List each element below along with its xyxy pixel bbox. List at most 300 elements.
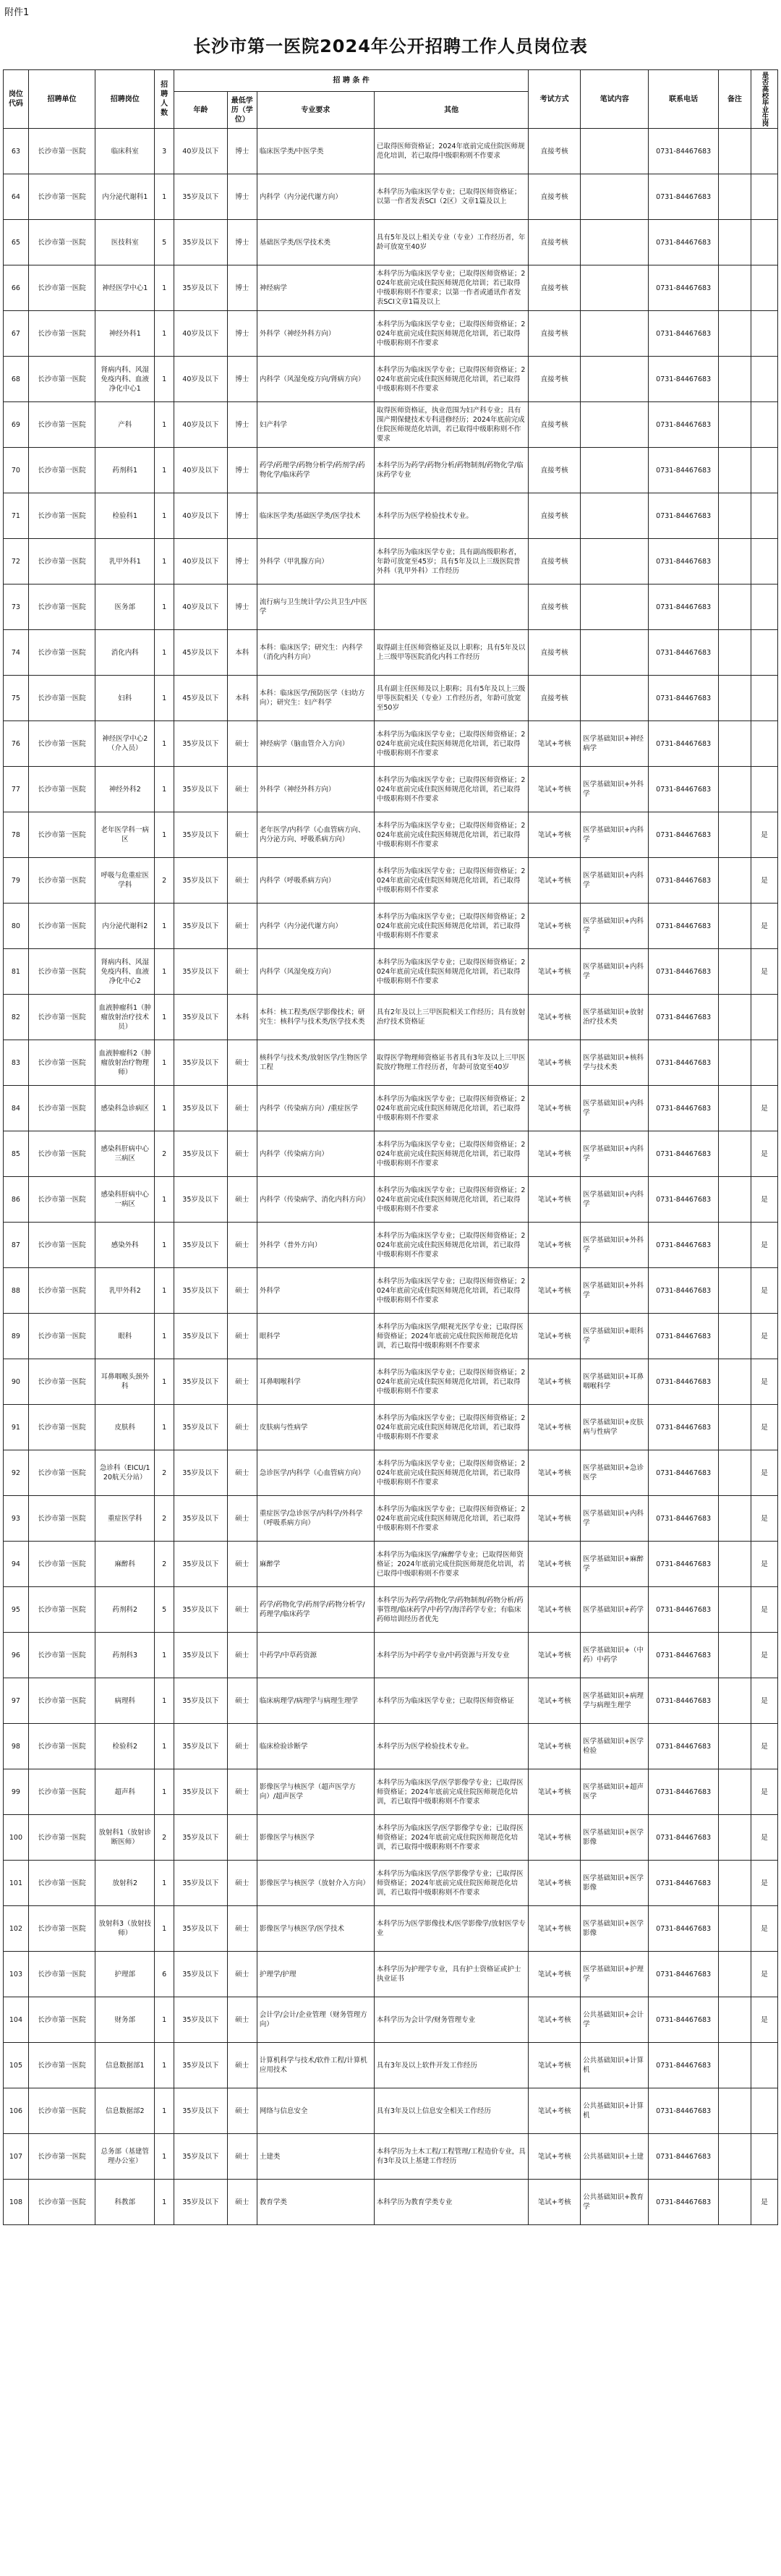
cell-exam: 笔试+考核: [529, 721, 581, 767]
cell-major: 影像医学与核医学: [257, 1815, 374, 1861]
cell-exam: 笔试+考核: [529, 1815, 581, 1861]
cell-remark: [718, 1359, 751, 1405]
cell-age: 35岁及以下: [174, 1086, 227, 1131]
cell-unit: 长沙市第一医院: [28, 402, 95, 448]
cell-phone: 0731-84467683: [649, 1086, 718, 1131]
cell-written: 医学基础知识+医学检验: [581, 1724, 649, 1769]
cell-exam: 笔试+考核: [529, 1724, 581, 1769]
cell-grad: [751, 493, 778, 539]
cell-unit: 长沙市第一医院: [28, 220, 95, 265]
cell-age: 35岁及以下: [174, 2180, 227, 2225]
cell-phone: 0731-84467683: [649, 1223, 718, 1268]
col-major: 专业要求: [257, 92, 374, 129]
cell-major: 影像医学与核医学/医学技术: [257, 1906, 374, 1952]
col-written: 笔试内容: [581, 70, 649, 129]
cell-remark: [718, 448, 751, 493]
cell-age: 45岁及以下: [174, 630, 227, 676]
cell-major: 基础医学类/医学技术类: [257, 220, 374, 265]
cell-count: 2: [155, 1542, 174, 1587]
cell-post: 妇科: [95, 676, 155, 721]
table-row: [4, 1587, 778, 1633]
cell-code: 99: [4, 1769, 29, 1815]
cell-written: [581, 630, 649, 676]
cell-phone: 0731-84467683: [649, 357, 718, 402]
cell-major: 护理学/护理: [257, 1952, 374, 1997]
cell-major: 内科学（呼吸系病方向）: [257, 858, 374, 904]
cell-unit: 长沙市第一医院: [28, 767, 95, 812]
cell-phone: 0731-84467683: [649, 311, 718, 357]
cell-code: 72: [4, 539, 29, 585]
table-row: [4, 1542, 778, 1587]
cell-degree: 博士: [227, 539, 257, 585]
cell-count: 1: [155, 630, 174, 676]
cell-grad: [751, 402, 778, 448]
cell-post: 感染外科: [95, 1223, 155, 1268]
cell-code: 98: [4, 1724, 29, 1769]
cell-code: 81: [4, 949, 29, 995]
cell-exam: 笔试+考核: [529, 1997, 581, 2043]
cell-phone: 0731-84467683: [649, 1177, 718, 1223]
cell-major: 网络与信息安全: [257, 2088, 374, 2134]
cell-age: 40岁及以下: [174, 539, 227, 585]
cell-major: 内科学（传染病方向）/重症医学: [257, 1086, 374, 1131]
cell-major: 会计学/会计/企业管理（财务管理方向）: [257, 1997, 374, 2043]
cell-degree: 硕士: [227, 1769, 257, 1815]
cell-exam: 笔试+考核: [529, 1177, 581, 1223]
cell-exam: 笔试+考核: [529, 2180, 581, 2225]
cell-remark: [718, 1587, 751, 1633]
cell-major: 影像医学与核医学（超声医学方向）/超声医学: [257, 1769, 374, 1815]
cell-major: 外科学（甲乳腺方向）: [257, 539, 374, 585]
cell-grad: 是: [751, 1952, 778, 1997]
cell-grad: [751, 311, 778, 357]
cell-phone: 0731-84467683: [649, 1496, 718, 1542]
cell-phone: 0731-84467683: [649, 2180, 718, 2225]
cell-remark: [718, 1542, 751, 1587]
cell-remark: [718, 630, 751, 676]
cell-phone: 0731-84467683: [649, 2043, 718, 2088]
cell-written: 医学基础知识+内科学: [581, 1177, 649, 1223]
cell-phone: 0731-84467683: [649, 129, 718, 174]
table-row: [4, 812, 778, 858]
cell-remark: [718, 2043, 751, 2088]
cell-written: 医学基础知识+医学影像: [581, 1906, 649, 1952]
cell-unit: 长沙市第一医院: [28, 1815, 95, 1861]
cell-count: 1: [155, 402, 174, 448]
cell-written: 医学基础知识+超声医学: [581, 1769, 649, 1815]
cell-post: 总务部（基建管理办公室）: [95, 2134, 155, 2180]
cell-phone: 0731-84467683: [649, 2088, 718, 2134]
table-row: [4, 265, 778, 311]
cell-phone: 0731-84467683: [649, 1587, 718, 1633]
cell-age: 35岁及以下: [174, 2043, 227, 2088]
cell-degree: 硕士: [227, 1496, 257, 1542]
table-body: [4, 129, 778, 2225]
cell-other: 本科学历为临床医学/眼视光医学专业；已取得医师资格证；2024年底前完成住院医师规范化培训，若已取得中级职称则不作要求: [374, 1314, 528, 1359]
cell-degree: 硕士: [227, 1724, 257, 1769]
cell-count: 1: [155, 1405, 174, 1450]
cell-post: 眼科: [95, 1314, 155, 1359]
cell-post: 耳鼻咽喉头颈外科: [95, 1359, 155, 1405]
cell-written: 医学基础知识+外科学: [581, 1223, 649, 1268]
cell-age: 35岁及以下: [174, 1177, 227, 1223]
cell-age: 35岁及以下: [174, 1769, 227, 1815]
cell-phone: 0731-84467683: [649, 1861, 718, 1906]
cell-other: 已取得医师资格证；2024年底前完成住院医师规范化培训，若已取得中级职称则不作要求: [374, 129, 528, 174]
cell-post: 急诊科（EICU/120航天分站）: [95, 1450, 155, 1496]
cell-remark: [718, 721, 751, 767]
cell-phone: 0731-84467683: [649, 220, 718, 265]
cell-remark: [718, 1223, 751, 1268]
cell-major: 外科学（普外方向）: [257, 1223, 374, 1268]
table-row: [4, 1359, 778, 1405]
cell-written: 医学基础知识+医学影像: [581, 1815, 649, 1861]
cell-post: 药剂科1: [95, 448, 155, 493]
cell-post: 临床科室: [95, 129, 155, 174]
cell-written: 医学基础知识+耳鼻咽喉科学: [581, 1359, 649, 1405]
cell-other: 本科学历为临床医学专业；已取得医师资格证；2024年底前完成住院医师规范化培训，若已取得中级职称则不作要求: [374, 767, 528, 812]
cell-age: 35岁及以下: [174, 1952, 227, 1997]
cell-code: 104: [4, 1997, 29, 2043]
cell-major: 麻醉学: [257, 1542, 374, 1587]
cell-other: 取得医学物理师资格证书者具有3年及以上三甲医院放疗物理工作经历者，年龄可放宽至40岁: [374, 1040, 528, 1086]
cell-remark: [718, 311, 751, 357]
col-code: 岗位代码: [4, 70, 29, 129]
cell-written: 医学基础知识+皮肤病与性病学: [581, 1405, 649, 1450]
cell-written: 医学基础知识+外科学: [581, 767, 649, 812]
cell-age: 35岁及以下: [174, 1268, 227, 1314]
cell-exam: 笔试+考核: [529, 1086, 581, 1131]
cell-written: 医学基础知识+内科学: [581, 949, 649, 995]
cell-phone: 0731-84467683: [649, 1906, 718, 1952]
cell-exam: 直接考核: [529, 311, 581, 357]
cell-age: 35岁及以下: [174, 1314, 227, 1359]
cell-post: 产科: [95, 402, 155, 448]
table-row: [4, 1405, 778, 1450]
col-grad: 是否高校毕业生岗: [751, 70, 778, 129]
cell-count: 1: [155, 174, 174, 220]
cell-remark: [718, 174, 751, 220]
cell-age: 35岁及以下: [174, 949, 227, 995]
cell-unit: 长沙市第一医院: [28, 630, 95, 676]
cell-written: 医学基础知识+眼科学: [581, 1314, 649, 1359]
cell-major: 中药学/中草药资源: [257, 1633, 374, 1678]
cell-age: 35岁及以下: [174, 1359, 227, 1405]
cell-code: 74: [4, 630, 29, 676]
cell-grad: [751, 630, 778, 676]
cell-count: 1: [155, 1997, 174, 2043]
cell-unit: 长沙市第一医院: [28, 995, 95, 1040]
cell-degree: 硕士: [227, 1633, 257, 1678]
cell-grad: [751, 767, 778, 812]
cell-degree: 硕士: [227, 1678, 257, 1724]
cell-post: 检验科1: [95, 493, 155, 539]
cell-age: 35岁及以下: [174, 904, 227, 949]
cell-grad: 是: [751, 1678, 778, 1724]
cell-major: 临床医学类/中医学类: [257, 129, 374, 174]
cell-count: 1: [155, 1314, 174, 1359]
table-row: [4, 858, 778, 904]
cell-remark: [718, 585, 751, 630]
cell-code: 77: [4, 767, 29, 812]
cell-age: 40岁及以下: [174, 129, 227, 174]
cell-major: 妇产科学: [257, 402, 374, 448]
cell-count: 1: [155, 1086, 174, 1131]
cell-major: 皮肤病与性病学: [257, 1405, 374, 1450]
cell-unit: 长沙市第一医院: [28, 2134, 95, 2180]
cell-code: 95: [4, 1587, 29, 1633]
cell-grad: [751, 2134, 778, 2180]
cell-post: 肾病内科、风湿免疫内科、血液净化中心2: [95, 949, 155, 995]
cell-major: 外科学（神经外科方向）: [257, 311, 374, 357]
cell-post: 护理部: [95, 1952, 155, 1997]
cell-grad: 是: [751, 1997, 778, 2043]
cell-age: 35岁及以下: [174, 2134, 227, 2180]
cell-count: 1: [155, 1906, 174, 1952]
cell-count: 1: [155, 1268, 174, 1314]
cell-post: 呼吸与危重症医学科: [95, 858, 155, 904]
cell-grad: 是: [751, 1131, 778, 1177]
cell-other: 本科学历为临床医学专业；已取得医师资格证；2024年底前完成住院医师规范化培训，若已取得中级职称则不作要求: [374, 812, 528, 858]
cell-written: 医学基础知识+（中药）中药学: [581, 1633, 649, 1678]
cell-degree: 博士: [227, 357, 257, 402]
cell-age: 40岁及以下: [174, 585, 227, 630]
cell-major: 核科学与技术类/放射医学/生物医学工程: [257, 1040, 374, 1086]
cell-grad: [751, 174, 778, 220]
cell-code: 101: [4, 1861, 29, 1906]
cell-degree: 博士: [227, 493, 257, 539]
cell-written: 医学基础知识+内科学: [581, 1131, 649, 1177]
table-row: [4, 1496, 778, 1542]
cell-written: [581, 311, 649, 357]
cell-unit: 长沙市第一医院: [28, 1633, 95, 1678]
table-row: [4, 174, 778, 220]
cell-exam: 笔试+考核: [529, 1769, 581, 1815]
cell-unit: 长沙市第一医院: [28, 1997, 95, 2043]
cell-count: 1: [155, 2043, 174, 2088]
cell-major: 计算机科学与技术/软件工程/计算机应用技术: [257, 2043, 374, 2088]
cell-written: 医学基础知识+内科学: [581, 1496, 649, 1542]
cell-code: 103: [4, 1952, 29, 1997]
cell-code: 86: [4, 1177, 29, 1223]
cell-written: 医学基础知识+内科学: [581, 858, 649, 904]
cell-unit: 长沙市第一医院: [28, 1405, 95, 1450]
table-row: [4, 220, 778, 265]
cell-major: 内科学（内分泌代谢方向）: [257, 904, 374, 949]
cell-degree: 本科: [227, 676, 257, 721]
cell-code: 88: [4, 1268, 29, 1314]
cell-degree: 博士: [227, 265, 257, 311]
cell-post: 检验科2: [95, 1724, 155, 1769]
cell-count: 1: [155, 721, 174, 767]
cell-post: 血液肿瘤科1（肿瘤放射治疗技术员）: [95, 995, 155, 1040]
cell-grad: 是: [751, 1769, 778, 1815]
cell-written: [581, 676, 649, 721]
cell-other: 本科学历为临床医学专业；具有副高级职称者，年龄可放宽至45岁；具有5年及以上三级医院普外科（乳甲外科）工作经历: [374, 539, 528, 585]
cell-exam: 笔试+考核: [529, 812, 581, 858]
cell-degree: 硕士: [227, 1450, 257, 1496]
cell-code: 90: [4, 1359, 29, 1405]
cell-count: 6: [155, 1952, 174, 1997]
cell-remark: [718, 402, 751, 448]
cell-degree: 硕士: [227, 1268, 257, 1314]
cell-major: 临床医学类/基础医学类/医学技术: [257, 493, 374, 539]
cell-phone: 0731-84467683: [649, 2134, 718, 2180]
cell-degree: 博士: [227, 174, 257, 220]
cell-post: 内分泌代谢科1: [95, 174, 155, 220]
cell-other: 本科学历为医学检验技术专业。: [374, 1724, 528, 1769]
cell-major: 内科学（内分泌代谢方向）: [257, 174, 374, 220]
table-row: [4, 1040, 778, 1086]
cell-phone: 0731-84467683: [649, 1450, 718, 1496]
cell-degree: 硕士: [227, 1952, 257, 1997]
cell-phone: 0731-84467683: [649, 858, 718, 904]
cell-other: 具有副主任医师及以上职称；具有5年及以上三级甲等医院相关（专业）工作经历者，年龄可放宽至50岁: [374, 676, 528, 721]
cell-count: 1: [155, 1040, 174, 1086]
cell-count: 1: [155, 1223, 174, 1268]
cell-major: 外科学（神经外科方向）: [257, 767, 374, 812]
cell-exam: 直接考核: [529, 448, 581, 493]
cell-phone: 0731-84467683: [649, 1769, 718, 1815]
cell-count: 1: [155, 585, 174, 630]
cell-remark: [718, 1952, 751, 1997]
cell-remark: [718, 1405, 751, 1450]
cell-code: 84: [4, 1086, 29, 1131]
cell-count: 1: [155, 1359, 174, 1405]
cell-unit: 长沙市第一医院: [28, 539, 95, 585]
cell-code: 92: [4, 1450, 29, 1496]
cell-code: 102: [4, 1906, 29, 1952]
cell-unit: 长沙市第一医院: [28, 676, 95, 721]
cell-written: 医学基础知识+麻醉学: [581, 1542, 649, 1587]
cell-code: 94: [4, 1542, 29, 1587]
cell-unit: 长沙市第一医院: [28, 1131, 95, 1177]
cell-remark: [718, 1314, 751, 1359]
cell-major: 教育学类: [257, 2180, 374, 2225]
cell-written: 医学基础知识+内科学: [581, 904, 649, 949]
cell-degree: 硕士: [227, 1861, 257, 1906]
cell-major: 影像医学与核医学（放射介入方向）: [257, 1861, 374, 1906]
cell-other: 本科学历为临床医学专业；已取得医师资格证；2024年底前完成住院医师规范化培训，若已取得中级职称则不作要求: [374, 949, 528, 995]
cell-phone: 0731-84467683: [649, 448, 718, 493]
cell-remark: [718, 1086, 751, 1131]
table-row: [4, 1086, 778, 1131]
cell-remark: [718, 995, 751, 1040]
cell-phone: 0731-84467683: [649, 1724, 718, 1769]
cell-unit: 长沙市第一医院: [28, 129, 95, 174]
cell-grad: [751, 721, 778, 767]
cell-post: 神经医学中心2（介入员）: [95, 721, 155, 767]
cell-phone: 0731-84467683: [649, 812, 718, 858]
cell-grad: 是: [751, 1177, 778, 1223]
cell-other: 具有3年及以上软件开发工作经历: [374, 2043, 528, 2088]
cell-other: 本科学历为临床医学专业；已取得医师资格证；2024年底前完成住院医师规范化培训，若已取得中级职称则不作要求: [374, 1131, 528, 1177]
cell-age: 35岁及以下: [174, 1223, 227, 1268]
cell-unit: 长沙市第一医院: [28, 1268, 95, 1314]
cell-phone: 0731-84467683: [649, 1268, 718, 1314]
cell-age: 35岁及以下: [174, 174, 227, 220]
cell-remark: [718, 2088, 751, 2134]
cell-degree: 本科: [227, 630, 257, 676]
cell-exam: 直接考核: [529, 402, 581, 448]
table-row: [4, 129, 778, 174]
cell-major: 内科学（传染病学、消化内科方向）: [257, 1177, 374, 1223]
cell-written: 医学基础知识+神经病学: [581, 721, 649, 767]
cell-age: 35岁及以下: [174, 220, 227, 265]
cell-exam: 笔试+考核: [529, 1223, 581, 1268]
cell-grad: [751, 995, 778, 1040]
cell-degree: 硕士: [227, 2088, 257, 2134]
cell-post: 感染科急诊病区: [95, 1086, 155, 1131]
cell-count: 1: [155, 676, 174, 721]
cell-written: 医学基础知识+内科学: [581, 1086, 649, 1131]
cell-remark: [718, 1450, 751, 1496]
cell-grad: [751, 676, 778, 721]
col-count: 招聘人数: [155, 70, 174, 129]
cell-unit: 长沙市第一医院: [28, 1952, 95, 1997]
cell-code: 107: [4, 2134, 29, 2180]
cell-post: 病理科: [95, 1678, 155, 1724]
cell-major: 神经病学: [257, 265, 374, 311]
cell-remark: [718, 2180, 751, 2225]
cell-major: 临床病理学/病理学与病理生理学: [257, 1678, 374, 1724]
cell-grad: [751, 448, 778, 493]
cell-exam: 直接考核: [529, 174, 581, 220]
cell-major: 药学/药理学/药物分析学/药剂学/药物化学/临床药学: [257, 448, 374, 493]
cell-age: 40岁及以下: [174, 493, 227, 539]
table-row: [4, 1724, 778, 1769]
cell-unit: 长沙市第一医院: [28, 1086, 95, 1131]
cell-exam: 直接考核: [529, 357, 581, 402]
cell-count: 1: [155, 1861, 174, 1906]
cell-age: 35岁及以下: [174, 767, 227, 812]
cell-other: 本科学历为临床医学专业；已取得医师资格证；2024年底前完成住院医师规范化培训，若已取得中级职称则不作要求: [374, 1450, 528, 1496]
cell-count: 2: [155, 858, 174, 904]
recruitment-table: [3, 69, 778, 2225]
cell-code: 89: [4, 1314, 29, 1359]
cell-exam: 笔试+考核: [529, 904, 581, 949]
cell-other: 本科学历为中药学专业/中药资源与开发专业: [374, 1633, 528, 1678]
cell-post: 放射科2: [95, 1861, 155, 1906]
table-row: [4, 493, 778, 539]
table-row: [4, 1678, 778, 1724]
cell-degree: 硕士: [227, 1815, 257, 1861]
cell-code: 87: [4, 1223, 29, 1268]
cell-grad: [751, 129, 778, 174]
cell-degree: 硕士: [227, 1542, 257, 1587]
table-row: [4, 402, 778, 448]
cell-unit: 长沙市第一医院: [28, 1223, 95, 1268]
cell-grad: 是: [751, 1359, 778, 1405]
cell-unit: 长沙市第一医院: [28, 448, 95, 493]
cell-remark: [718, 1040, 751, 1086]
cell-age: 40岁及以下: [174, 311, 227, 357]
cell-phone: 0731-84467683: [649, 1405, 718, 1450]
cell-other: 本科学历为临床医学/医学影像学专业；已取得医师资格证；2024年底前完成住院医师规范化培训，若已取得中级职称则不作要求: [374, 1815, 528, 1861]
cell-remark: [718, 539, 751, 585]
cell-major: 药学/药物化学/药剂学/药物分析学/药理学/临床药学: [257, 1587, 374, 1633]
col-age: 年龄: [174, 92, 227, 129]
cell-other: 取得副主任医师资格证及以上职称；具有5年及以上三级甲等医院消化内科工作经历: [374, 630, 528, 676]
cell-exam: 直接考核: [529, 129, 581, 174]
cell-unit: 长沙市第一医院: [28, 949, 95, 995]
cell-grad: 是: [751, 949, 778, 995]
cell-code: 66: [4, 265, 29, 311]
cell-major: 流行病与卫生统计学/公共卫生/中医学: [257, 585, 374, 630]
cell-written: [581, 493, 649, 539]
cell-age: 35岁及以下: [174, 1678, 227, 1724]
cell-phone: 0731-84467683: [649, 493, 718, 539]
